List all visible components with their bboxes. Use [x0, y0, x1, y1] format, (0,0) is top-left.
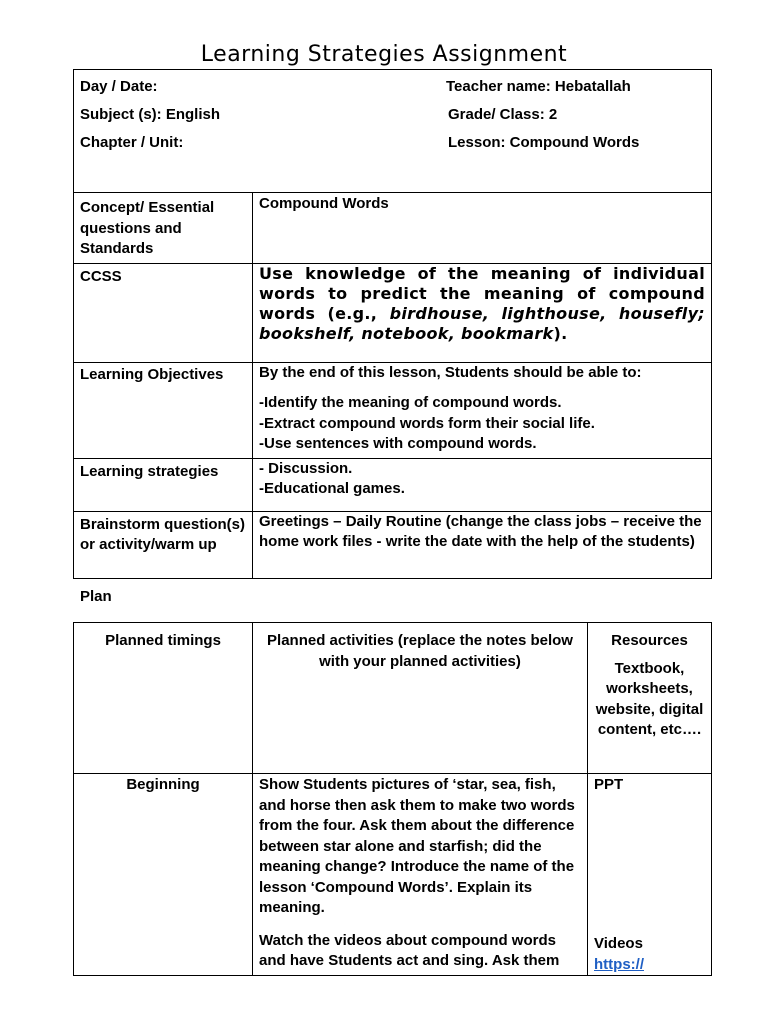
objectives-cell: [253, 362, 712, 458]
col-planned-activities: Planned activities (replace the notes below with your planned activities): [253, 623, 588, 774]
concept-label: Concept/ Essential questions and Standards: [74, 193, 253, 264]
plan-table: [73, 622, 712, 976]
concept-row: [74, 193, 712, 264]
chapter-unit-label: Chapter / Unit:: [80, 134, 184, 151]
day-date-label: Day / Date:: [80, 78, 158, 95]
beginning-text-1: Show Students pictures of ‘star, sea, fish, and horse then ask them to make two words from the four. Ask them about the difference between star alone and starfish; did the meaning change? Introduce the name of the lesson ‘Compound Words’. Explain its meaning.: [259, 776, 575, 916]
ccss-label: CCSS: [74, 263, 253, 362]
brainstorm-row: [74, 511, 712, 578]
ccss-row: [74, 263, 712, 362]
col-planned-timings: Planned timings: [74, 623, 253, 774]
objectives-label: Learning Objectives: [74, 362, 253, 458]
ccss-end: ).: [553, 323, 568, 343]
concept-value: Compound Words: [253, 193, 712, 264]
col-resources: [588, 623, 712, 774]
strategies-cell: [253, 458, 712, 511]
objective-item: -Use sentences with compound words.: [259, 435, 537, 452]
ccss-examples: birdhouse, lighthouse, housefly; bookshelf, notebook, bookmark: [259, 303, 705, 343]
lesson-info-table: [73, 69, 712, 579]
lesson-name: Lesson: Compound Words: [448, 134, 640, 151]
beginning-resources: [588, 774, 712, 976]
subject-label: Subject (s): English: [80, 106, 221, 123]
resource-videos: Videos: [594, 935, 643, 952]
strategies-row: [74, 458, 712, 511]
plan-label: Plan: [80, 588, 112, 605]
page-title: Learning Strategies Assignment: [200, 42, 568, 67]
objective-item: -Identify the meaning of compound words.: [259, 394, 562, 411]
resources-title: Resources: [611, 632, 688, 649]
brainstorm-label: Brainstorm question(s) or activity/warm up: [74, 511, 253, 578]
brainstorm-value: Greetings – Daily Routine (change the class jobs – receive the home work files - write the date with the help of the students): [253, 511, 712, 578]
objectives-intro: By the end of this lesson, Students should be able to:: [259, 363, 642, 381]
ccss-standard: [253, 263, 712, 362]
strategy-item: - Discussion.: [259, 459, 353, 477]
beginning-activity: [253, 774, 588, 976]
header-row: [74, 70, 712, 193]
resources-note: Textbook, worksheets, website, digital content, etc….: [595, 659, 704, 738]
plan-row-beginning: [74, 774, 712, 976]
beginning-label: Beginning: [74, 774, 253, 976]
teacher-name: Teacher name: Hebatallah: [446, 78, 631, 95]
objectives-row: [74, 362, 712, 458]
objective-item: -Extract compound words form their social life.: [259, 414, 595, 432]
ccss-intro: Use knowledge of the meaning of individual words to predict the meaning of compound words (e.g.,: [259, 263, 705, 323]
strategy-item: -Educational games.: [259, 480, 405, 497]
resource-ppt: PPT: [594, 776, 624, 793]
grade-class: Grade/ Class: 2: [448, 106, 558, 123]
beginning-text-2: Watch the videos about compound words and have Students act and sing. Ask them: [259, 931, 560, 969]
plan-header-row: [74, 623, 712, 774]
strategies-label: Learning strategies: [74, 458, 253, 511]
resource-link[interactable]: https://: [594, 955, 644, 973]
